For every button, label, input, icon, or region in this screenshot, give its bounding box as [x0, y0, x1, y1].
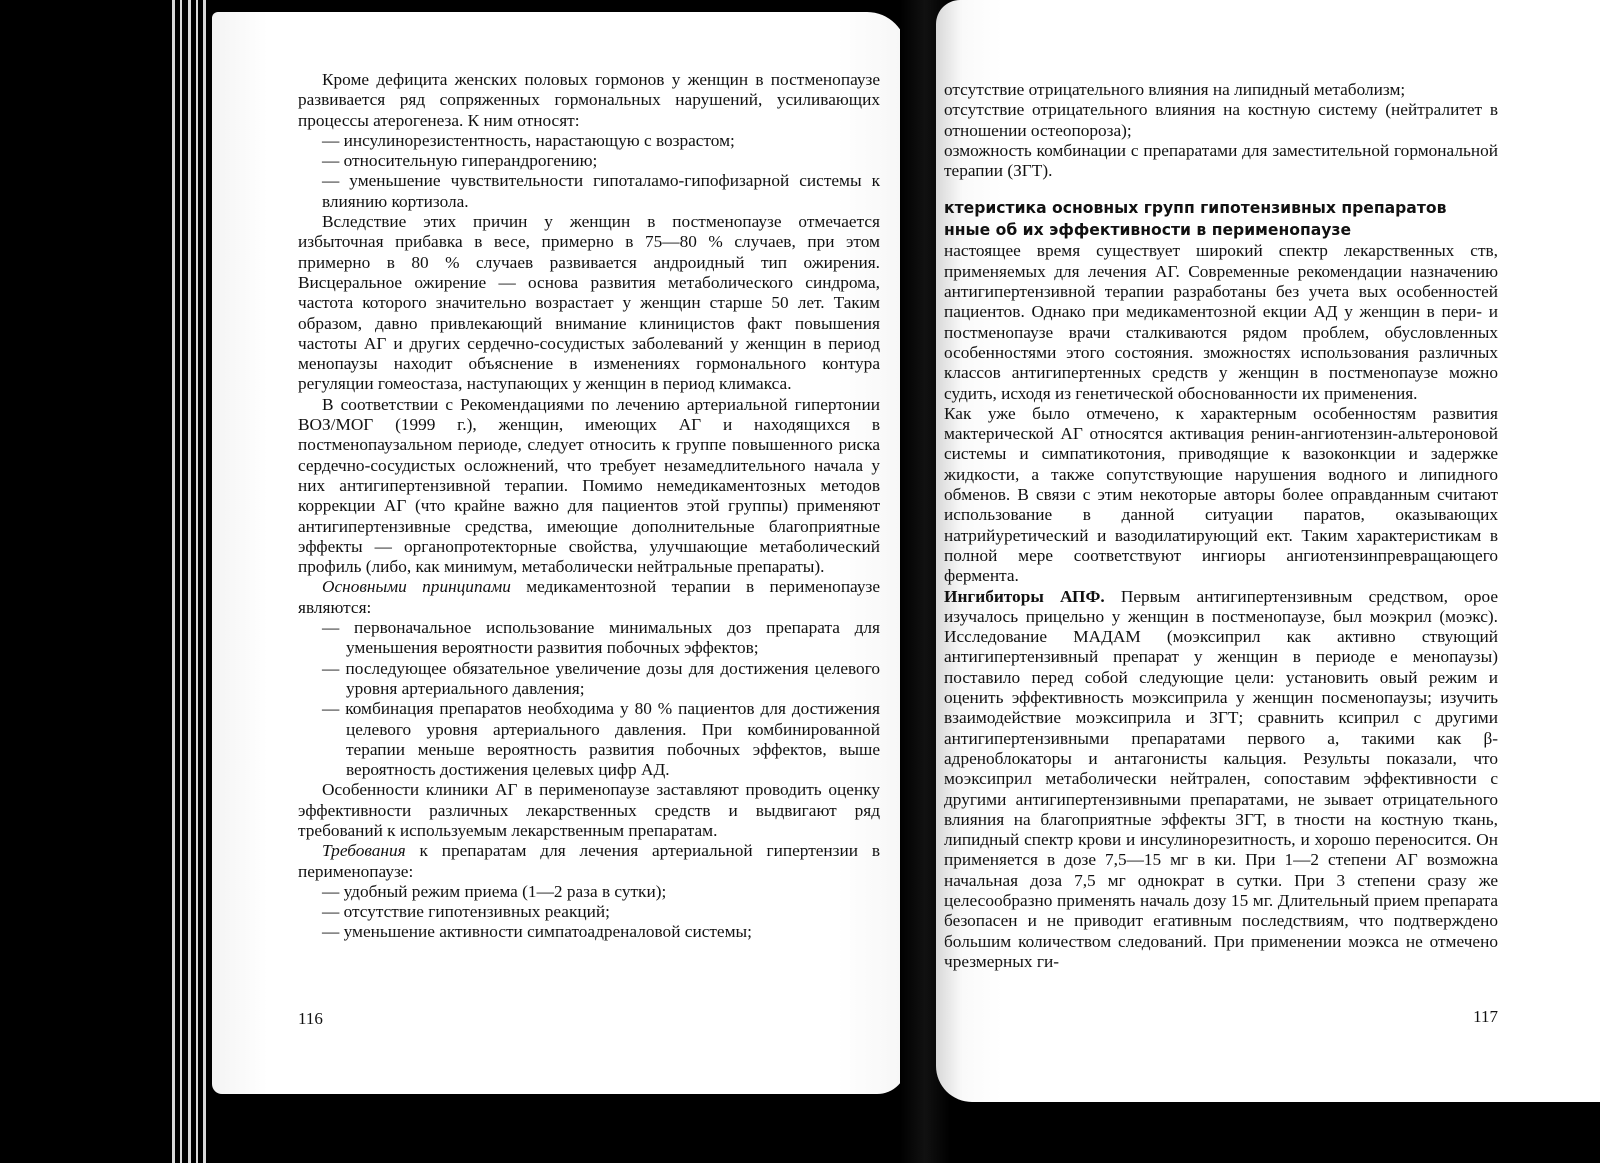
paragraph-text: Первым антигипертензивным средством, орое изучалось прицельно у женщин в постменопаузе, был моэкрил (моэкс). Исследование МАДАМ (моэксиприл как активно ствующий антигипертензивный препарат у женщин в периоде е менопаузы) поставило перед собой следующие цели: установить овый режим и оценить эффективность моэксиприла у женщин посменопаузы; изучить взаимодействие моэксиприла и ЗГТ; сравнить ксиприл с другими антигипертензивными препаратами первого а, такими как β-адреноблокаторы и антагонисты кальция. Результы показали, что моэксиприл метаболически нейтрален, сопоставим эффективности с другими антигипертензивными препаратами, не зывает отрицательного влияния на благоприятные эффекты ЗГТ, в тности на костную ткань, липидный спектр крови и инсулинорезитность, и хорошо переносится. Он применяется в дозе 7,5—15 мг в ки. При 1—2 степени АГ возможна начальная доза 7,5 мг однократ в сутки. При 3 степени сразу же целесообразно применять началь дозу 15 мг. Длительный прием препарата безопасен и не приводит егативным последствиям, что подтверждено большим количеством следований. При применении моэкса не отмечено чрезмерных ги- [944, 586, 1498, 971]
requirement-item: озможность комбинации с препаратами для заместительной гормональной терапии (ЗГТ). [944, 140, 1498, 181]
emphasis: Требования [322, 841, 406, 861]
paragraph-text: к препаратам для лечения артериальной гипертензии в перименопаузе: [298, 841, 880, 881]
section-heading: ктеристика основных групп гипотензивных препаратов [944, 199, 1447, 218]
list-item: — уменьшение чувствительности гипоталамо-гипофизарной системы к влиянию кортизола. [322, 171, 880, 211]
list-item: — первоначальное использование минимальных доз препарата для уменьшения вероятности развития побочных эффектов; [322, 618, 880, 658]
list-item: — уменьшение активности симпатоадреналовой системы; [322, 922, 752, 942]
list-item: — инсулинорезистентность, нарастающую с возрастом; [322, 130, 735, 150]
paragraph: настоящее время существует широкий спектр лекарственных ств, применяемых для лечения АГ. Современные рекомендации назначению антигипертензивной терапии разработаны без учета вых особенностей пациентов. Однако при медикаментозной екции АД у женщин в пери- и постменопаузе врачи сталкиваются рядом проблем, обусловленных особенностями этого состояния. зможностях использования различных классов антигипертенных средств у женщин в постменопаузе можно судить, исходя из генетической обоснованности их применения. [944, 241, 1498, 403]
page-edge [196, 0, 198, 1163]
requirement-item: отсутствие отрицательного влияния на костную систему (нейтралитет в отношении остеопороза); [944, 100, 1498, 140]
page-number-left: 116 [298, 1009, 323, 1028]
list-item: — отсутствие гипотензивных реакций; [322, 902, 610, 922]
list-item: — удобный режим приема (1—2 раза в сутки); [322, 881, 667, 901]
page-number-right: 117 [1473, 1007, 1498, 1026]
right-page [936, 0, 1600, 1102]
paragraph [298, 841, 880, 882]
list-item: — комбинация препаратов необходима у 80 % пациентов для достижения целевого уровня артериального давления. При комбинированной терапии меньше вероятность развития побочных эффектов, выше вероятность достижения целевых цифр АД. [322, 699, 880, 780]
paragraph: В соответствии с Рекомендациями по лечению артериальной гипертонии ВОЗ/МОГ (1999 г.), женщин, имеющих АГ и находящихся в постменопаузальном периоде, следует относить к группе повышенного риска сердечно-сосудистых осложнений, что требует незамедлительного начала у них антигипертензивной терапии. Помимо немедикаментозных методов коррекции АГ (что крайне важно для пациентов этой группы) применяют антигипертензивные средства, имеющие дополнительные благоприятные эффекты — органопротекторные свойства, улучшающие метаболический профиль (либо, как минимум, метаболически нейтральные препараты). [298, 394, 880, 577]
requirement-item: отсутствие отрицательного влияния на липидный метаболизм; [944, 80, 1406, 99]
paragraph: Кроме дефицита женских половых гормонов у женщин в постменопаузе развивается ряд сопряженных гормональных нарушений, усиливающих процессы атерогенеза. К ним относят: [298, 70, 880, 130]
paragraph: Как уже было отмечено, к характерным особенностям развития мактерической АГ относятся активация ренин-ангиотензин-альтероновой системы и симпатикотония, приводящие к вазоконкции и задержке жидкости, а также сопутствующие нарушения водного и липидного обменов. В связи с этим некоторые авторы более оправданным считают использование в данной ситуации паратов, оказывающих натрийуретический и вазодилатирующий ект. Таким характеристикам в полной мере соответствуют ингиоры ангиотензинпревращающего фермента. [944, 403, 1498, 586]
emphasis: Основными принципами [322, 577, 511, 597]
left-page-text [298, 70, 880, 943]
page-edge [203, 0, 206, 1163]
paragraph-text: медикаментозной терапии в перименопаузе являются: [298, 577, 880, 617]
term-heading: Ингибиторы АПФ. [944, 586, 1105, 606]
page-edge [180, 0, 182, 1163]
list-item: — последующее обязательное увеличение дозы для достижения целевого уровня артериального давления; [322, 658, 880, 698]
left-page [212, 12, 907, 1094]
paragraph: Особенности клиники АГ в перименопаузе заставляют проводить оценку эффективности различных лекарственных средств и выдвигают ряд требований к используемым лекарственным препаратам. [298, 780, 880, 840]
paragraph [298, 577, 880, 618]
paragraph [944, 587, 1498, 973]
section-heading: нные об их эффективности в перименопаузе [944, 221, 1352, 240]
list-item: — относительную гиперандрогению; [322, 151, 598, 171]
page-edge [172, 0, 175, 1163]
page-edge [188, 0, 191, 1163]
right-page-text [944, 80, 1498, 972]
paragraph: Вследствие этих причин у женщин в постменопаузе отмечается избыточная прибавка в весе, примерно в 75—80 % случаев, при этом примерно в 80 % случаев развивается андроидный тип ожирения. Висцеральное ожирение — основа развития метаболического синдрома, частота которого значительно возрастает у женщин старше 50 лет. Таким образом, давно привлекающий внимание клиницистов факт повышения частоты АГ и других сердечно-сосудистых заболеваний у женщин в период менопаузы находит объяснение в изменениях гормонального контура регуляции гомеостаза, наступающих у женщин в период климакса. [298, 212, 880, 394]
